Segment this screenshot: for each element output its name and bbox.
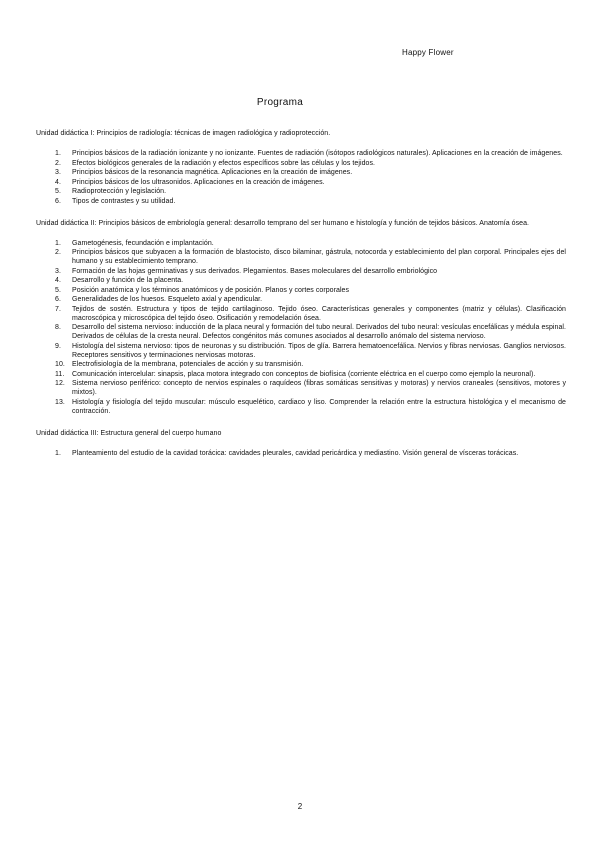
item-number: 4. <box>55 178 61 186</box>
list-item <box>36 267 566 276</box>
item-text: Radioprotección y legislación. <box>72 188 167 195</box>
item-number: 3. <box>55 267 61 275</box>
page-title: Programa <box>256 97 304 108</box>
unit-heading-2: Unidad didáctica II: Principios básicos de embriología general: desarrollo temprano del ser humano e histología y función de tejidos básicos. Anatomía ósea. <box>36 219 530 227</box>
list-item <box>36 295 566 304</box>
list-item <box>36 370 566 379</box>
unit-1-items <box>36 149 566 206</box>
unit-3-items <box>36 449 566 458</box>
item-text: Tejidos de sostén. Estructura y tipos de tejido cartilaginoso. Tejido óseo. Características generales y componentes (matriz y células). Clasificación macroscópica y microscópica del tejido óseo. Osificación y remodelación ósea. <box>72 305 566 322</box>
item-text: Efectos biológicos generales de la radiación y efectos específicos sobre las células y los tejidos. <box>72 159 375 167</box>
item-number: 5. <box>55 188 61 195</box>
item-number: 6. <box>55 197 61 205</box>
item-text: Desarrollo y función de la placenta. <box>72 277 184 284</box>
item-text: Principios básicos que subyacen a la formación de blastocisto, disco bilaminar, gástrula, notocorda y establecimiento del plan corporal. Principales ejes del humano y su establecimiento temprano. <box>72 249 566 265</box>
item-number: 7. <box>55 305 61 313</box>
item-text: Electrofisiología de la membrana, potenciales de acción y su transmisión. <box>72 361 304 368</box>
list-item <box>36 286 566 295</box>
list-item <box>36 239 566 248</box>
list-item <box>36 360 566 369</box>
list-item <box>36 305 566 323</box>
list-item <box>36 323 566 341</box>
list-item <box>36 449 566 458</box>
unit-heading-1: Unidad didáctica I: Principios de radiología: técnicas de imagen radiológica y radioprotección. <box>36 130 331 137</box>
item-number: 12. <box>55 380 65 387</box>
item-text: Formación de las hojas germinativas y sus derivados. Plegamientos. Bases moleculares del desarrollo embriológico <box>72 267 438 275</box>
item-text: Generalidades de los huesos. Esqueleto axial y apendicular. <box>72 296 263 303</box>
item-number: 11. <box>55 370 65 378</box>
item-number: 1. <box>55 150 61 157</box>
list-item <box>36 398 566 416</box>
item-text: Sistema nervioso periférico: concepto de nervios espinales o raquídeos (fibras somáticas sensitivas y motoras) y nervios craneales (sensitivos, motores y mixtos). <box>72 380 566 396</box>
item-text: Desarrollo del sistema nervioso: inducción de la placa neural y formación del tubo neural. Derivados del tubo neural: vesículas encefálicas y médula espinal. Derivados de células de la cresta neural. Defectos congénitos más comunes asociados al desarrollo anómalo del sistema nervioso. <box>72 324 566 340</box>
list-item <box>36 197 566 206</box>
unit-heading-3: Unidad didáctica III: Estructura general del cuerpo humano <box>36 429 222 437</box>
item-text: Histología del sistema nervioso: tipos de neuronas y su distribución. Tipos de glía. Barrera hematoencefálica. Nervios y fibras nerviosas. Ganglios nerviosos. Receptores sensitivos y terminaciones nerviosas motoras. <box>72 342 566 359</box>
list-item <box>36 149 566 158</box>
list-item <box>36 178 566 187</box>
page-number: 2 <box>297 802 303 811</box>
item-number: 13. <box>55 398 65 406</box>
item-number: 4. <box>55 277 61 284</box>
item-text: Gametogénesis, fecundación e implantación. <box>72 239 214 247</box>
list-item <box>36 248 566 266</box>
item-text: Histología y fisiología del tejido muscular: músculo esquelético, cardiaco y liso. Comprender la relación entre la estructura histológica y el mecanismo de contracción. <box>72 398 566 415</box>
list-item <box>36 276 566 285</box>
item-text: Principios básicos de la resonancia magnética. Aplicaciones en la creación de imágenes. <box>72 169 353 176</box>
list-item <box>36 159 566 168</box>
item-number: 8. <box>55 324 61 331</box>
item-number: 2. <box>55 159 61 167</box>
item-number: 1. <box>55 449 61 457</box>
item-text: Posición anatómica y los términos anatómicos y de posición. Planos y cortes corporales <box>72 286 350 294</box>
item-text: Tipos de contrastes y su utilidad. <box>72 197 176 205</box>
item-text: Principios básicos de los ultrasonidos. Aplicaciones en la creación de imágenes. <box>72 178 325 186</box>
list-item <box>36 168 566 177</box>
item-number: 9. <box>55 342 61 350</box>
list-item <box>36 342 566 360</box>
item-text: Planteamiento del estudio de la cavidad torácica: cavidades pleurales, cavidad pericárdica y mediastino. Visión general de vísceras torácicas. <box>72 449 519 457</box>
item-number: 1. <box>55 239 61 247</box>
item-number: 2. <box>55 249 61 256</box>
unit-2-items <box>36 239 566 416</box>
list-item <box>36 379 566 397</box>
item-text: Principios básicos de la radiación ionizante y no ionizante. Fuentes de radiación (isótopos radiológicos naturales). Aplicaciones en la creación de imágenes. <box>72 150 563 157</box>
item-number: 10. <box>55 361 65 368</box>
item-text: Comunicación intercelular: sinapsis, placa motora integrado con conceptos de biofísica (corriente eléctrica en el cuerpo como ejemplo la neuronal). <box>72 370 536 378</box>
item-number: 5. <box>55 286 61 294</box>
program-content <box>36 129 566 458</box>
item-number: 6. <box>55 296 61 303</box>
item-number: 3. <box>55 169 61 176</box>
list-item <box>36 187 566 196</box>
header-author: Happy Flower <box>402 48 454 57</box>
